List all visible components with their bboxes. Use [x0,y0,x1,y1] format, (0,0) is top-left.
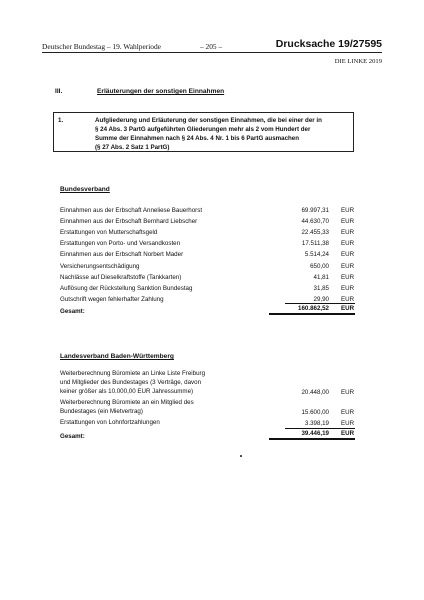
row-label [60,418,269,427]
landesverband-table [60,368,355,440]
row-amount: 17.511,38 [301,240,329,248]
row-label: Erstattungen von Porto- und Versandkosten [60,240,181,248]
row-label: Einnahmen aus der Erbschaft Bernhard Liebscher [60,218,198,226]
row-currency: EUR [341,389,355,396]
table-row [60,368,355,397]
row-amount: 29,90 [313,295,329,303]
total-amount: 160.862,52 [269,305,329,315]
header-rule [42,52,382,53]
row-label-line: Erstattungen von Lohnfortzahlungen [60,419,160,426]
section-title: Erläuterungen der sonstigen Einnahmen [97,88,225,95]
row-label: Einnahmen aus der Erbschaft Norbert Mader [60,251,184,259]
row-currency: EUR [341,218,355,226]
row-amount: 650,00 [310,262,329,270]
row-currency: EUR [341,284,355,292]
total-currency: EUR [329,305,355,315]
boxed-heading-text [95,116,349,151]
total-currency: EUR [329,430,355,440]
boxed-heading [53,112,354,152]
table-row [60,270,355,281]
header-left: Deutscher Bundestag – 19. Wahlperiode [42,42,161,51]
table-row [60,214,355,225]
row-label-line: Bundestages (ein Mietvertrag) [60,408,143,415]
row-label-line: keiner größer als 10.000,00 EUR Jahressumme) [60,388,194,395]
row-amount: 44.630,70 [301,218,329,226]
total-row [60,304,355,315]
row-currency: EUR [341,207,355,215]
row-amount: 5.514,24 [304,251,329,259]
section-number: III. [55,88,63,95]
row-amount: 15.600,00 [301,409,329,416]
row-label: Gutschrift wegen fehlerhafter Zahlung [60,295,164,303]
drucksache-number [276,38,382,50]
table-row [60,258,355,269]
row-currency: EUR [341,273,355,281]
row-currency: EUR [341,420,355,427]
row-currency: EUR [341,251,355,259]
boxed-heading-line: § 24 Abs. 3 PartG aufgeführten Gliederungen mehr als 2 vom Hundert der [95,126,311,133]
row-label-line: Weiterberechnung Büromiete an Linke Liste Freiburg [60,370,206,377]
drucksache-id: 27595 [352,38,382,50]
table-row [60,203,355,214]
table-row [60,417,355,428]
party-label: DIE LINKE 2019 [334,58,382,65]
scan-speck [240,455,242,457]
row-label: Nachlässe auf Dieselkraftstoffe (Tankkarten) [60,273,182,281]
row-amount: 20.448,00 [301,389,329,396]
bundesverband-table [60,203,355,315]
table-row [60,236,355,247]
table-row [60,397,355,417]
row-label-line: Weiterberechnung Büromiete an ein Mitglied des [60,399,194,406]
section-heading [55,88,224,95]
total-row [60,429,355,440]
boxed-heading-line: Aufgliederung und Erläuterung der sonstigen Einnahmen, die bei einer der in [95,117,322,124]
table-row [60,247,355,258]
row-label [60,398,269,416]
row-currency: EUR [341,409,355,416]
row-currency: EUR [341,262,355,270]
row-amount: 22.455,33 [301,229,329,237]
row-amount: 41,81 [313,273,329,281]
boxed-heading-line: (§ 27 Abs. 2 Satz 1 PartG) [95,144,170,151]
row-amount: 3.398,19 [304,420,329,427]
row-label: Versicherungsentschädigung [60,262,140,270]
boxed-heading-number: 1. [58,117,64,124]
boxed-heading-line: Summe der Einnahmen nach § 24 Abs. 4 Nr. 1 bis 6 PartG ausmachen [95,135,300,142]
row-label [60,369,269,396]
row-label-line: und Mitglieder des Bundestages (3 Verträge, davon [60,379,202,386]
total-label: Gesamt: [60,307,85,315]
row-currency: EUR [341,240,355,248]
row-label: Einnahmen aus der Erbschaft Anneliese Bauerhorst [60,207,203,215]
total-label: Gesamt: [60,433,85,441]
row-amount: 69.997,31 [301,207,329,215]
row-label: Erstattungen von Mutterschaftsgeld [60,229,158,237]
row-currency: EUR [341,295,355,303]
bundesverband-title: Bundesverband [60,186,110,193]
row-label: Auflösung der Rückstellung Sanktion Bundestag [60,284,193,292]
drucksache-label: Drucksache 19/ [275,38,353,50]
table-row [60,225,355,236]
landesverband-title: Landesverband Baden-Württemberg [60,353,174,360]
table-row [60,292,355,303]
row-amount: 31,85 [313,284,329,292]
page-number: – 205 – [200,42,223,51]
total-amount: 39.446,19 [269,430,329,440]
row-currency: EUR [341,229,355,237]
table-row [60,281,355,292]
